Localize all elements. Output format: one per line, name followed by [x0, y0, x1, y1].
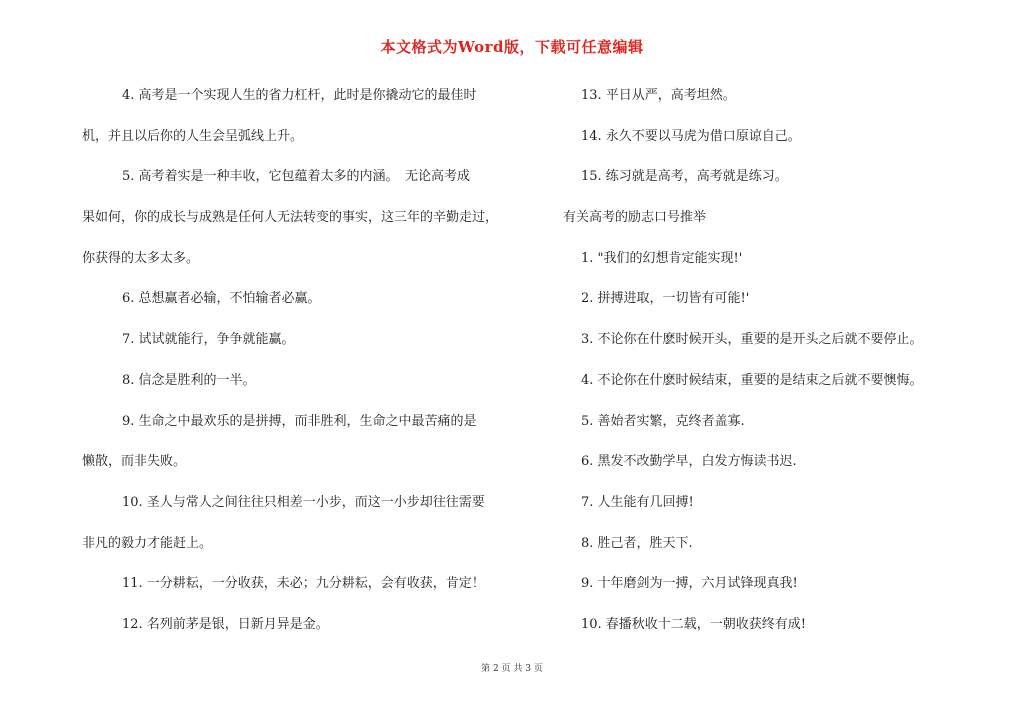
page-number-footer: 第 2 页 共 3 页 [481, 664, 543, 674]
text-line: 6. 黑发不改勤学早，白发方悔读书迟. [581, 454, 797, 470]
text-line: 4. 高考是一个实现人生的省力杠杆，此时是你撬动它的最佳时 [122, 88, 477, 103]
text-line: 非凡的毅力才能赶上。 [82, 535, 213, 551]
right-column [563, 76, 963, 646]
text-line: 7. 人生能有几回搏! [581, 494, 694, 510]
text-line: 机，并且以后你的人生会呈弧线上升。 [82, 128, 304, 144]
text-line: 懒散，而非失败。 [82, 454, 187, 470]
text-line: 5. 善始者实繁，克终者盖寡. [581, 413, 745, 429]
text-line: 13. 平日从严，高考坦然。 [581, 88, 736, 103]
text-line: 9. 十年磨剑为一搏，六月试锋现真我! [581, 576, 798, 592]
text-line: 10. 圣人与常人之间往往只相差一小步，而这一小步却往往需要 [122, 494, 485, 510]
text-line: 有关高考的励志口号推举 [563, 210, 707, 226]
word-format-banner: 本文格式为Word版，下载可任意编辑 [380, 38, 644, 56]
text-line: 6. 总想赢者必输，不怕输者必赢。 [122, 291, 321, 307]
text-line: 7. 试试就能行，争争就能赢。 [122, 332, 295, 348]
text-line: 5. 高考着实是一种丰收，它包蕴着太多的内涵。 无论高考成 [122, 169, 471, 185]
text-line: 15. 练习就是高考，高考就是练习。 [581, 169, 788, 185]
text-line: 10. 春播秋收十二载，一朝收获终有成! [581, 616, 807, 632]
text-line: 14. 永久不要以马虎为借口原谅自己。 [581, 128, 801, 144]
text-line: 8. 信念是胜利的一半。 [122, 372, 256, 388]
text-line: 12. 名列前茅是银，日新月异是金。 [122, 616, 329, 632]
text-line: 11. 一分耕耘，一分收获，未必；九分耕耘，会有收获，肯定！ [122, 576, 485, 592]
text-line: 4. 不论你在什麽时候结束，重要的是结束之后就不要懊悔。 [581, 372, 923, 388]
text-line: 果如何，你的成长与成熟是任何人无法转变的事实，这三年的辛勤走过， [82, 210, 499, 226]
text-line: 1. "我们的幻想肯定能实现!' [581, 250, 743, 266]
text-line: 2. 拼搏进取，一切皆有可能!' [581, 291, 750, 307]
text-line: 3. 不论你在什麽时候开头，重要的是开头之后就不要停止。 [581, 332, 923, 348]
text-line: 8. 胜己者，胜天下. [581, 535, 693, 551]
left-column [82, 76, 502, 646]
text-line: 你获得的太多太多。 [82, 250, 200, 266]
text-line: 9. 生命之中最欢乐的是拼搏，而非胜利，生命之中最苦痛的是 [122, 413, 477, 429]
